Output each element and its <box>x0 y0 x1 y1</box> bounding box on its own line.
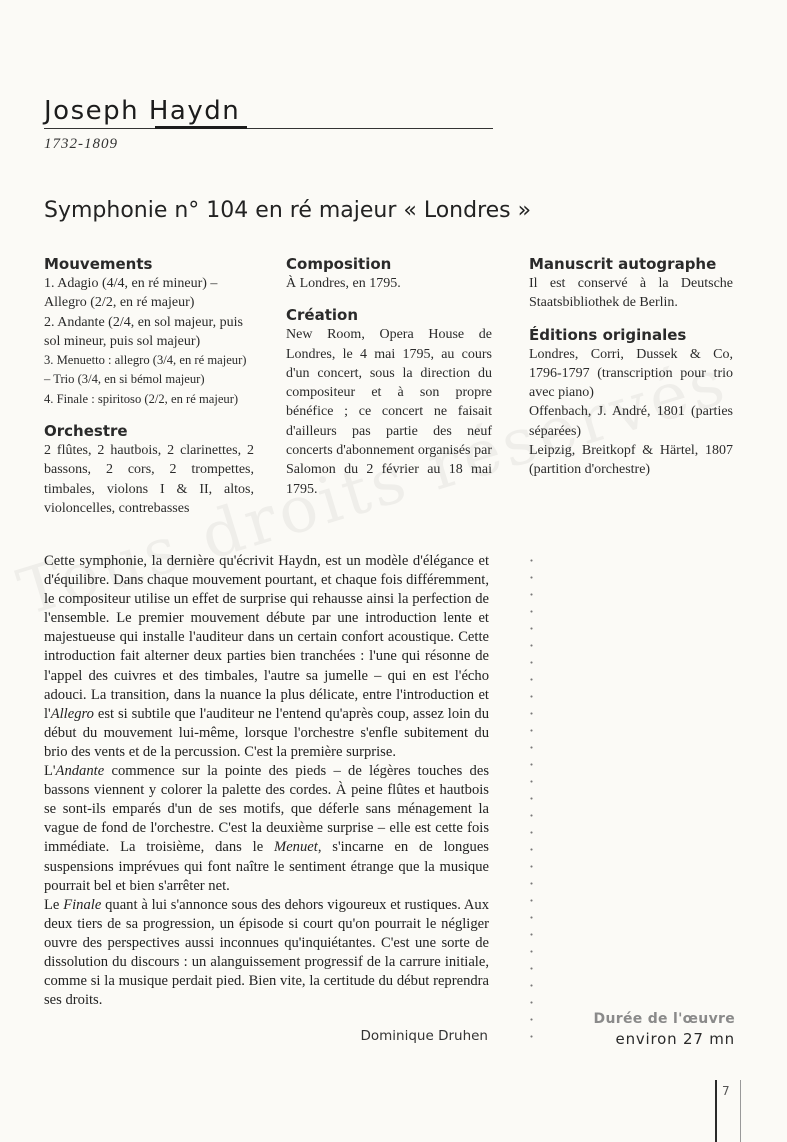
column-composition-creation <box>286 254 492 499</box>
menuet-term: Menuet <box>274 839 318 856</box>
manuscrit-heading: Manuscrit autographe <box>529 255 717 273</box>
composition-heading: Composition <box>286 255 392 273</box>
mouvements-heading: Mouvements <box>44 255 153 273</box>
duration-label: Durée de l'œuvre <box>593 1011 735 1027</box>
work-title: Symphonie n° 104 en ré majeur « Londres » <box>44 198 532 223</box>
body-paragraph-3: Le Finale quant à lui s'annonce sous des dehors vigoureux et rustiques. Aux deux tiers de sa progression, un épisode si court qu'on pourrait le négliger ouvre des perspectives aussi inconnues qu'inquiétantes. C'est une sorte de dissolution du discours : un alanguissement progressif de la carrure initiale, comme si la musique perdait pied. Bien vite, la certitude du début reprendra ses droits. <box>44 896 490 1009</box>
mouvement-item: 4. Finale : spiritoso (2/2, en ré majeur) <box>44 391 239 406</box>
mouvement-item: 2. Andante (2/4, en sol majeur, puis sol mineur, puis sol majeur) <box>44 314 243 349</box>
body-paragraph-2: L'Andante commence sur la pointe des pieds – de légères touches des bassons viennent y colorer la palette des cordes. À peine flûtes et hautbois se sont-ils emparés d'un de ses motifs, que déferle sans ménagement la vague de fond de l'orchestre. C'est la deuxième surprise – elle est cette fois immédiate. La troisième, dans le Menuet, s'incarne en de longues suspensions imprévues qui font naître le sentiment étrange que la musique pourrait bel et bien s'arrêter net. <box>44 763 489 894</box>
duration-value: environ 27 mn <box>615 1030 735 1048</box>
page-number: 7 <box>722 1084 730 1098</box>
andante-term: Andante <box>55 763 105 780</box>
page-edge-line-light <box>740 1080 741 1142</box>
editions-heading: Éditions originales <box>529 325 687 344</box>
mouvement-item: 1. Adagio (4/4, en ré mineur) – Allegro (2/2, en ré majeur) <box>44 276 218 311</box>
orchestre-heading: Orchestre <box>44 422 128 441</box>
creation-heading: Création <box>286 306 358 325</box>
allegro-term: Allegro <box>50 705 94 722</box>
column-manuscrit-editions <box>529 254 733 480</box>
edition-item: Offenbach, J. André, 1801 (parties séparées) <box>529 404 733 439</box>
finale-term: Finale <box>63 896 102 913</box>
title-rule-accent <box>155 126 247 129</box>
manuscrit-text: Il est conservé à la Deutsche Staatsbibliothek de Berlin. <box>529 276 733 311</box>
composer-name: Joseph Haydn <box>44 96 241 126</box>
creation-text: New Room, Opera House de Londres, le 4 mai 1795, au cours d'un concert, sous la direction du compositeur et à son propre bénéfice ; ce concert ne faisait d'ailleurs pas partie des neuf concerts d'abonnement organisés par Salomon du 2 février au 18 mai 1795. <box>286 327 492 497</box>
edition-item: Leipzig, Breitkopf & Härtel, 1807 (partition d'orchestre) <box>529 443 733 478</box>
column-mouvements-orchestre <box>44 254 254 518</box>
composer-dates: 1732-1809 <box>44 136 118 152</box>
title-rule <box>44 128 493 129</box>
page-edge-line <box>715 1080 717 1142</box>
author-signature: Dominique Druhen <box>360 1028 488 1044</box>
dotted-divider <box>530 552 533 1040</box>
composition-text: À Londres, en 1795. <box>286 276 401 291</box>
body-paragraph-1: Cette symphonie, la dernière qu'écrivit Haydn, est un modèle d'élégance et d'équilibre. Dans chaque mouvement pourtant, et chaque fois différemment, le compositeur utilise un effet de surprise qui rehausse ainsi la perfection de l'ensemble. Le premier mouvement débute par une introduction lente et majestueuse qui installe l'auditeur dans un certain confort acoustique. Cette introduction fait alterner deux parties bien tranchées : l'une qui résonne de l'appel des cuivres et des timbales, l'autre sa jumelle – qui en est l'écho adouci. La transition, dans la nuance la plus délicate, entre l'introduction et l'Allegro est si subtile que l'auditeur ne l'entend qu'après coup, assez loin du début du mouvement lui-même, lorsque l'orchestre s'enfle subitement du brio des vents et de la percussion. C'est la première surprise. <box>44 553 489 760</box>
edition-item: Londres, Corri, Dussek & Co, 1796-1797 (transcription pour trio avec piano) <box>529 346 733 401</box>
orchestre-text: 2 flûtes, 2 hautbois, 2 clarinettes, 2 bassons, 2 cors, 2 trompettes, timbales, violons I & II, altos, violoncelles, contrebasses <box>44 443 254 516</box>
program-note <box>44 552 489 1010</box>
mouvement-item: 3. Menuetto : allegro (3/4, en ré majeur) – Trio (3/4, en si bémol majeur) <box>44 353 247 387</box>
